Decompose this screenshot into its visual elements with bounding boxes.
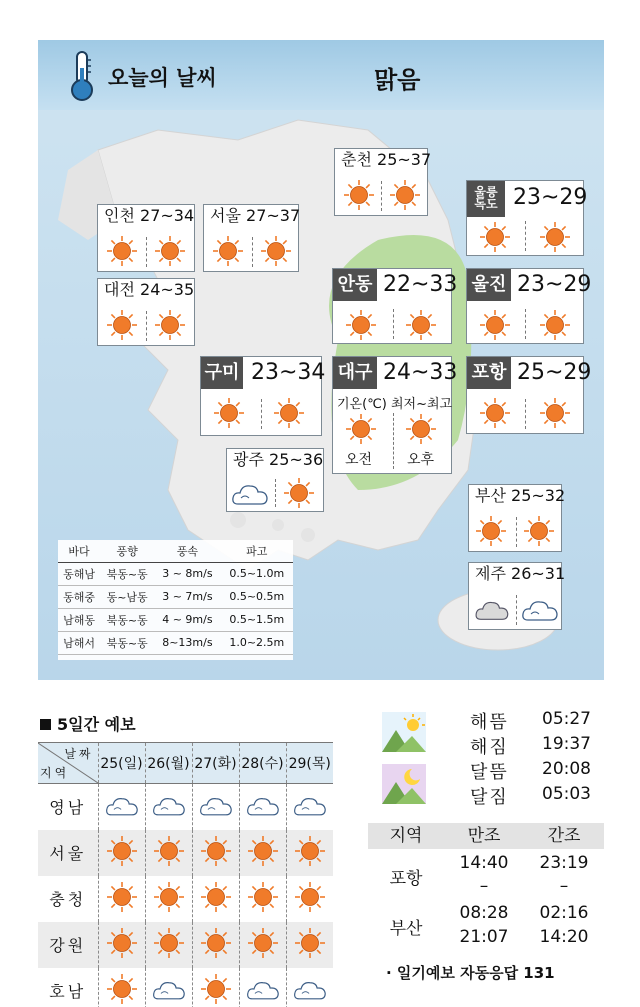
forecast-cell bbox=[192, 784, 239, 830]
sun-icon bbox=[154, 309, 186, 341]
forecast-region: 호남 bbox=[49, 982, 87, 1001]
today-weather-map bbox=[38, 40, 604, 680]
city-card-incheon bbox=[97, 204, 195, 272]
forecast-cell bbox=[145, 922, 192, 968]
tide-table-header bbox=[368, 823, 604, 849]
city-card-daejeon bbox=[97, 278, 195, 346]
tide-low: 02:16 bbox=[539, 903, 589, 923]
table-row bbox=[58, 608, 293, 631]
table-row bbox=[58, 562, 293, 585]
city-card-chuncheon bbox=[334, 148, 432, 216]
legend-temp-label: 기온(℃) 최저~최고 bbox=[337, 397, 453, 412]
city-card-ulleung-dokdo bbox=[466, 180, 588, 256]
city-card-andong bbox=[332, 268, 458, 344]
partly-cloudy-icon bbox=[199, 792, 233, 818]
sun-icon bbox=[539, 397, 571, 429]
forecast-cell bbox=[239, 830, 286, 876]
sunrise-label: 해뜸 bbox=[470, 712, 509, 733]
sun-icon bbox=[260, 235, 292, 267]
sunset-time: 19:37 bbox=[542, 734, 591, 754]
sun-icon bbox=[154, 235, 186, 267]
sun-icon bbox=[475, 515, 507, 547]
forecast-cell bbox=[98, 876, 145, 922]
forecast-corner bbox=[38, 743, 98, 784]
thermometer-icon bbox=[66, 50, 98, 102]
auto-response-note: · 일기예보 자동응답 131 bbox=[386, 964, 555, 982]
city-label: 광주 25~36 bbox=[233, 450, 324, 469]
forecast-cell bbox=[286, 830, 333, 876]
sun-icon bbox=[479, 309, 511, 341]
moonset-label: 달짐 bbox=[470, 787, 509, 808]
forecast-title: 5일간 예보 bbox=[40, 712, 136, 735]
today-title: 오늘의 날씨 bbox=[108, 66, 217, 90]
city-card-gumi bbox=[200, 356, 326, 436]
marine-forecast-table bbox=[58, 540, 293, 660]
city-label: 부산 25~32 bbox=[475, 486, 566, 505]
city-label: 울진 bbox=[467, 269, 511, 301]
city-temp: 22~33 bbox=[383, 272, 458, 297]
sun-icon bbox=[106, 927, 138, 959]
sun-icon bbox=[283, 477, 315, 509]
table-row bbox=[38, 922, 333, 968]
forecast-cell bbox=[98, 830, 145, 876]
sun-icon bbox=[200, 927, 232, 959]
sun-icon bbox=[106, 881, 138, 913]
forecast-cell bbox=[239, 784, 286, 830]
marine-header: 바다 bbox=[58, 540, 100, 562]
forecast-cell bbox=[98, 784, 145, 830]
forecast-cell bbox=[239, 876, 286, 922]
tide-city: 포항 bbox=[389, 869, 423, 889]
sun-icon bbox=[389, 179, 421, 211]
forecast-day: 27(화) bbox=[192, 743, 239, 784]
tide-low: 14:20 bbox=[539, 927, 589, 947]
city-temp: 23~29 bbox=[517, 272, 592, 297]
table-row bbox=[38, 784, 333, 830]
city-label: 대전 24~35 bbox=[104, 280, 195, 299]
tide-header: 만조 bbox=[467, 826, 501, 846]
forecast-region: 강원 bbox=[38, 922, 98, 968]
forecast-cell bbox=[98, 968, 145, 1007]
marine-cell: 0.5~1.5m bbox=[221, 608, 293, 631]
cloudy-icon bbox=[473, 597, 511, 623]
marine-cell: 3 ~ 7m/s bbox=[154, 585, 220, 608]
marine-cell: 1.0~2.5m bbox=[221, 631, 293, 654]
table-row bbox=[58, 585, 293, 608]
marine-cell: 북동~동 bbox=[100, 631, 154, 654]
tide-high: 08:28 bbox=[459, 903, 509, 923]
sunrise-icon bbox=[382, 712, 426, 752]
sunrise-time: 05:27 bbox=[542, 709, 591, 729]
partly-cloudy-icon bbox=[152, 792, 186, 818]
sun-icon bbox=[539, 221, 571, 253]
city-label: 울릉 독도 bbox=[467, 181, 505, 217]
marine-cell: 북동~동 bbox=[100, 608, 154, 631]
tide-high: – bbox=[479, 876, 489, 896]
sun-icon bbox=[405, 309, 437, 341]
forecast-cell bbox=[145, 968, 192, 1007]
partly-cloudy-icon bbox=[246, 792, 280, 818]
tide-high: 21:07 bbox=[459, 927, 509, 947]
sun-icon bbox=[247, 835, 279, 867]
marine-cell: 동해중 bbox=[58, 585, 100, 608]
forecast-region: 충청 bbox=[49, 890, 87, 909]
sun-icon bbox=[294, 881, 326, 913]
sun-icon bbox=[343, 179, 375, 211]
sun-icon bbox=[247, 927, 279, 959]
forecast-cell bbox=[145, 876, 192, 922]
city-label: 대구 bbox=[333, 357, 377, 389]
sun-icon bbox=[539, 309, 571, 341]
sun-icon bbox=[153, 835, 185, 867]
tide-low: 23:19 bbox=[539, 853, 589, 873]
sun-icon bbox=[479, 397, 511, 429]
marine-cell: 0.5~0.5m bbox=[221, 585, 293, 608]
forecast-cell bbox=[192, 830, 239, 876]
city-card-jeju bbox=[468, 562, 566, 630]
city-card-busan bbox=[468, 484, 566, 552]
sun-icon bbox=[200, 835, 232, 867]
forecast-cell bbox=[192, 876, 239, 922]
forecast-cell bbox=[286, 968, 333, 1007]
table-row bbox=[38, 876, 333, 922]
sun-icon bbox=[345, 413, 377, 445]
city-label: 구미 bbox=[201, 357, 243, 389]
corner-date-label: 날짜 bbox=[64, 747, 94, 761]
forecast-cell bbox=[286, 922, 333, 968]
five-day-forecast-table bbox=[38, 742, 333, 1007]
forecast-cell bbox=[239, 922, 286, 968]
marine-cell: 0.5~1.0m bbox=[221, 562, 293, 585]
marine-cell: 남해동 bbox=[58, 608, 100, 631]
marine-cell: 동해남 bbox=[58, 562, 100, 585]
city-temp: 23~34 bbox=[251, 360, 326, 385]
city-card-pohang bbox=[466, 356, 592, 434]
sun-icon bbox=[153, 881, 185, 913]
sun-icon bbox=[273, 397, 305, 429]
city-label: 안동 bbox=[333, 269, 377, 301]
city-card-seoul bbox=[203, 204, 299, 272]
partly-cloudy-icon bbox=[231, 479, 269, 507]
marine-cell: 북동~동 bbox=[100, 562, 154, 585]
partly-cloudy-icon bbox=[246, 976, 280, 1002]
city-label: 포항 bbox=[467, 357, 511, 389]
city-temp: 23~29 bbox=[513, 185, 588, 210]
legend-am-label: 오전 bbox=[345, 452, 373, 468]
forecast-day: 25(일) bbox=[98, 743, 145, 784]
table-row bbox=[38, 830, 333, 876]
city-label: 서울 27~37 bbox=[210, 206, 301, 225]
forecast-day: 29(목) bbox=[286, 743, 333, 784]
sun-icon bbox=[345, 309, 377, 341]
tide-header: 지역 bbox=[389, 826, 423, 846]
sun-icon bbox=[294, 835, 326, 867]
marine-cell: 3 ~ 8m/s bbox=[154, 562, 220, 585]
tide-header: 간조 bbox=[547, 826, 581, 846]
city-card-uljin bbox=[466, 268, 592, 344]
legend-pm-label: 오후 bbox=[407, 452, 435, 468]
forecast-region: 영남 bbox=[49, 798, 87, 818]
city-label: 인천 27~34 bbox=[104, 206, 195, 225]
sun-icon bbox=[212, 235, 244, 267]
moonrise-icon bbox=[382, 764, 426, 804]
forecast-cell bbox=[286, 784, 333, 830]
moonrise-label: 달뜸 bbox=[470, 762, 509, 783]
table-row bbox=[38, 968, 333, 1007]
sun-icon bbox=[247, 881, 279, 913]
sun-icon bbox=[106, 309, 138, 341]
forecast-region: 서울 bbox=[38, 830, 98, 876]
sun-icon bbox=[200, 973, 232, 1005]
moonrise-time: 20:08 bbox=[542, 759, 591, 779]
city-temp: 24~33 bbox=[383, 360, 458, 385]
marine-header: 풍속 bbox=[154, 540, 220, 562]
sun-icon bbox=[479, 221, 511, 253]
tide-low: – bbox=[559, 876, 569, 896]
city-label: 춘천 25~37 bbox=[341, 150, 432, 169]
marine-cell: 남해서 bbox=[58, 631, 100, 654]
city-card-daegu bbox=[332, 356, 458, 474]
forecast-cell bbox=[192, 922, 239, 968]
forecast-cell bbox=[145, 784, 192, 830]
marine-header: 파고 bbox=[221, 540, 293, 562]
marine-cell: 8~13m/s bbox=[154, 631, 220, 654]
sun-icon bbox=[405, 413, 437, 445]
partly-cloudy-icon bbox=[105, 792, 139, 818]
marine-cell: 동~남동 bbox=[100, 585, 154, 608]
tide-high: 14:40 bbox=[459, 853, 509, 873]
sun-icon bbox=[213, 397, 245, 429]
tide-city: 부산 bbox=[389, 919, 423, 939]
moonset-time: 05:03 bbox=[542, 784, 591, 804]
sun-icon bbox=[294, 927, 326, 959]
sun-icon bbox=[106, 835, 138, 867]
marine-cell: 4 ~ 9m/s bbox=[154, 608, 220, 631]
sun-icon bbox=[153, 927, 185, 959]
partly-cloudy-icon bbox=[152, 976, 186, 1002]
sun-icon bbox=[200, 881, 232, 913]
city-card-gwangju bbox=[226, 448, 324, 512]
table-row bbox=[58, 631, 293, 654]
city-label: 제주 26~31 bbox=[475, 564, 566, 583]
sun-icon bbox=[106, 973, 138, 1005]
sun-icon bbox=[106, 235, 138, 267]
marine-header: 풍향 bbox=[100, 540, 154, 562]
forecast-cell bbox=[192, 968, 239, 1007]
corner-region-label: 지역 bbox=[40, 766, 70, 780]
sunset-label: 해짐 bbox=[470, 737, 509, 758]
sun-icon bbox=[523, 515, 555, 547]
forecast-cell bbox=[239, 968, 286, 1007]
partly-cloudy-icon bbox=[521, 595, 559, 623]
forecast-day: 28(수) bbox=[239, 743, 286, 784]
city-temp: 25~29 bbox=[517, 360, 592, 385]
partly-cloudy-icon bbox=[293, 976, 327, 1002]
weather-condition: 맑음 bbox=[374, 66, 421, 94]
forecast-day: 26(월) bbox=[145, 743, 192, 784]
partly-cloudy-icon bbox=[293, 792, 327, 818]
forecast-cell bbox=[98, 922, 145, 968]
forecast-cell bbox=[286, 876, 333, 922]
forecast-cell bbox=[145, 830, 192, 876]
